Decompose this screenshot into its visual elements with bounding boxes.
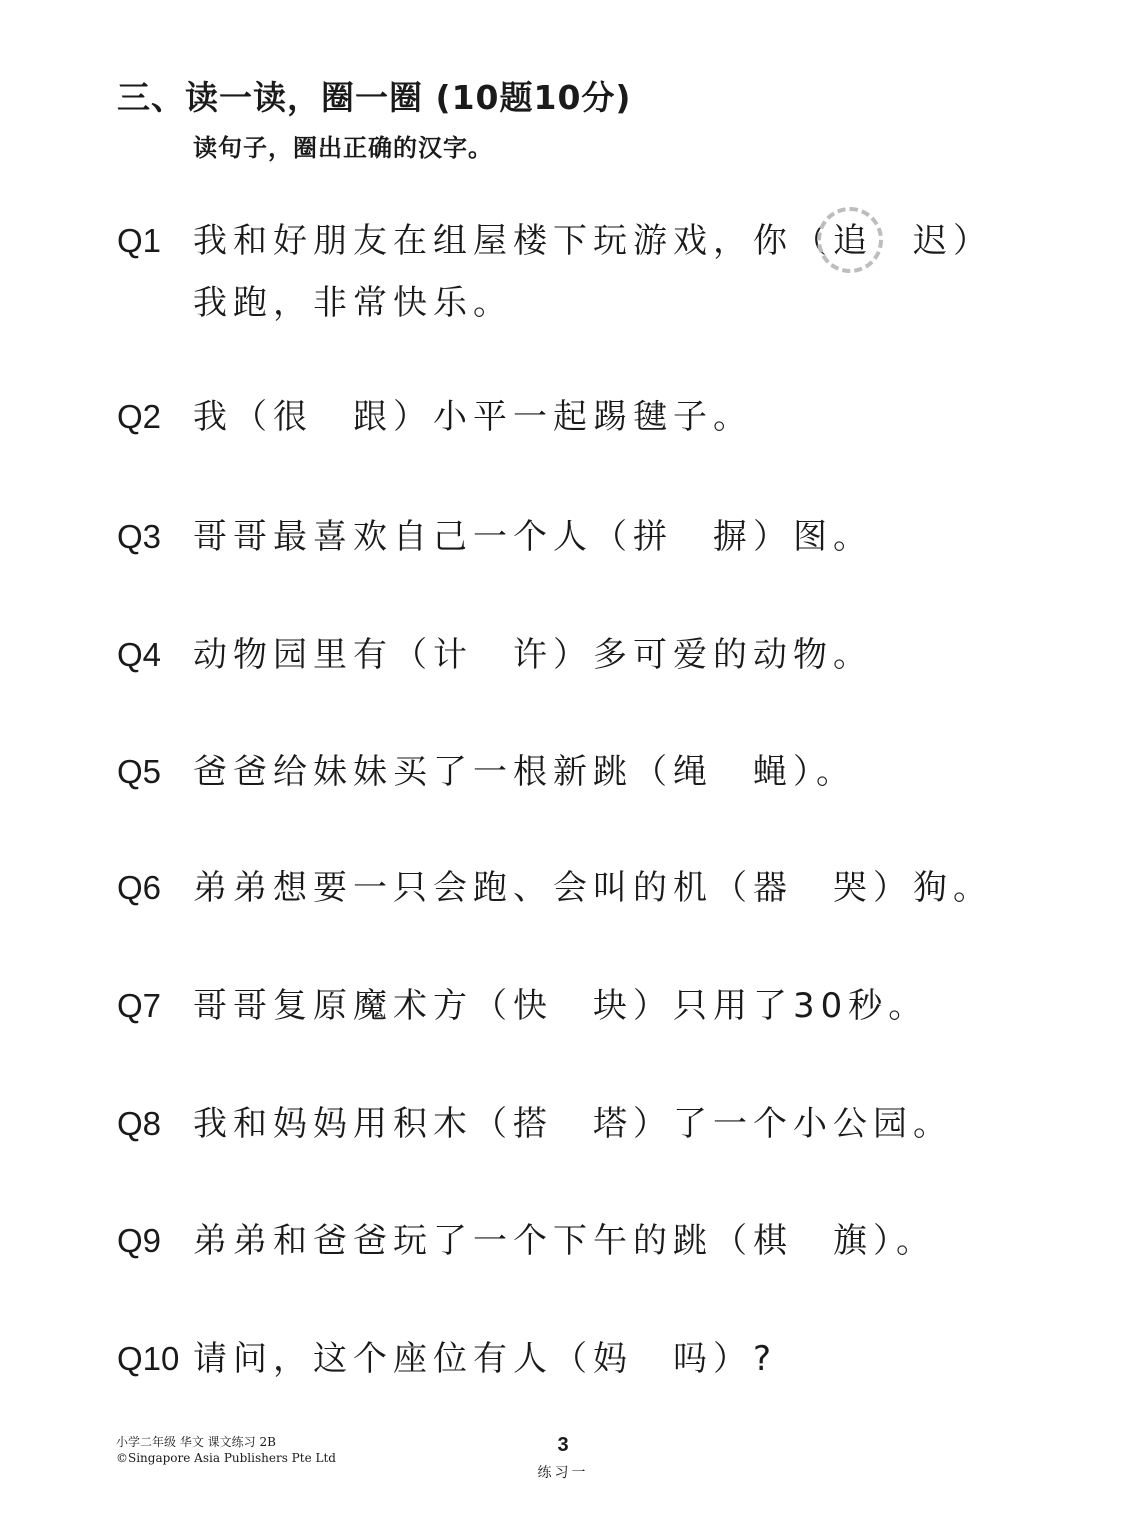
sentence-before: 爸爸给妹妹买了一根新跳（ [193,752,673,792]
sentence-before: 我和好朋友在组屋楼下玩游戏，你（ [193,221,833,261]
question-sentence [193,986,928,1026]
choice-a[interactable]: 计 [433,635,473,675]
sentence-after: ）多可爱的动物。 [553,635,873,675]
choice-b[interactable]: 摒 [713,517,753,557]
question-sentence [193,1339,777,1379]
question-number: Q8 [117,1105,162,1142]
question-number: Q1 [117,222,162,259]
sentence-before: 动物园里有（ [193,635,433,675]
section-instruction: 读句子，圈出正确的汉字。 [193,134,493,162]
choice-b[interactable]: 许 [513,635,553,675]
sentence-after: ）狗。 [873,868,993,908]
sentence-after: ）小平一起踢毽子。 [393,397,753,437]
question-sentence [193,1104,953,1144]
copyright: ©Singapore Asia Publishers Pte Ltd [116,1451,336,1465]
choice-a[interactable]: 拼 [633,517,673,557]
question-sentence [193,517,873,557]
sentence-after: ）。 [793,752,856,792]
question-sentence [193,752,856,792]
choice-a[interactable]: 很 [273,397,313,437]
sentence-after: ）了一个小公园。 [633,1104,953,1144]
sentence-before: 我（ [193,397,273,437]
choice-b[interactable]: 吗 [673,1339,713,1379]
page-number: 3 [557,1434,569,1456]
sentence-after: ） [953,221,993,261]
sentence-before: 哥哥复原魔术方（ [193,986,513,1026]
book-title: 小学二年级 华文 课文练习 2B [116,1435,276,1449]
question-number: Q5 [117,753,162,790]
sentence-before: 请问，这个座位有人（ [193,1339,593,1379]
choice-a[interactable]: 搭 [513,1104,553,1144]
choice-a[interactable]: 妈 [593,1339,633,1379]
choice-b[interactable]: 跟 [353,397,393,437]
question-sentence-line2: 我跑，非常快乐。 [193,283,513,323]
question-sentence [193,868,993,908]
sentence-before: 我和妈妈用积木（ [193,1104,513,1144]
choice-b[interactable]: 塔 [593,1104,633,1144]
sentence-before: 弟弟和爸爸玩了一个下午的跳（ [193,1221,753,1261]
choice-b[interactable]: 哭 [833,868,873,908]
choice-b[interactable]: 蝇 [753,752,793,792]
question-sentence [193,1221,936,1261]
sentence-after: ）只用了30秒。 [633,986,929,1026]
choice-a[interactable]: 绳 [673,752,713,792]
question-number: Q2 [117,398,162,435]
choice-a[interactable]: 器 [753,868,793,908]
question-sentence [193,635,873,675]
question-number: Q6 [117,869,162,906]
choice-a[interactable]: 追 [833,221,873,261]
choice-b[interactable]: 旗 [833,1221,873,1261]
question-number: Q3 [117,518,162,555]
dashed-circle-mark [817,207,883,273]
section-title: 三、读一读，圈一圈 (10题10分) [117,78,632,117]
choice-a[interactable]: 快 [513,986,553,1026]
sentence-before: 哥哥最喜欢自己一个人（ [193,517,633,557]
question-number: Q10 [117,1340,180,1377]
sentence-after: ）。 [873,1221,936,1261]
sentence-after: ）图。 [753,517,873,557]
exercise-label: 练习一 [537,1465,589,1481]
question-number: Q9 [117,1222,162,1259]
question-sentence [193,221,993,261]
sentence-before: 弟弟想要一只会跑、会叫的机（ [193,868,753,908]
sentence-after: ）? [713,1339,778,1379]
choice-b[interactable]: 迟 [913,221,953,261]
question-number: Q4 [117,636,162,673]
choice-b[interactable]: 块 [593,986,633,1026]
choice-a[interactable]: 棋 [753,1221,793,1261]
question-sentence [193,397,753,437]
question-number: Q7 [117,987,162,1024]
